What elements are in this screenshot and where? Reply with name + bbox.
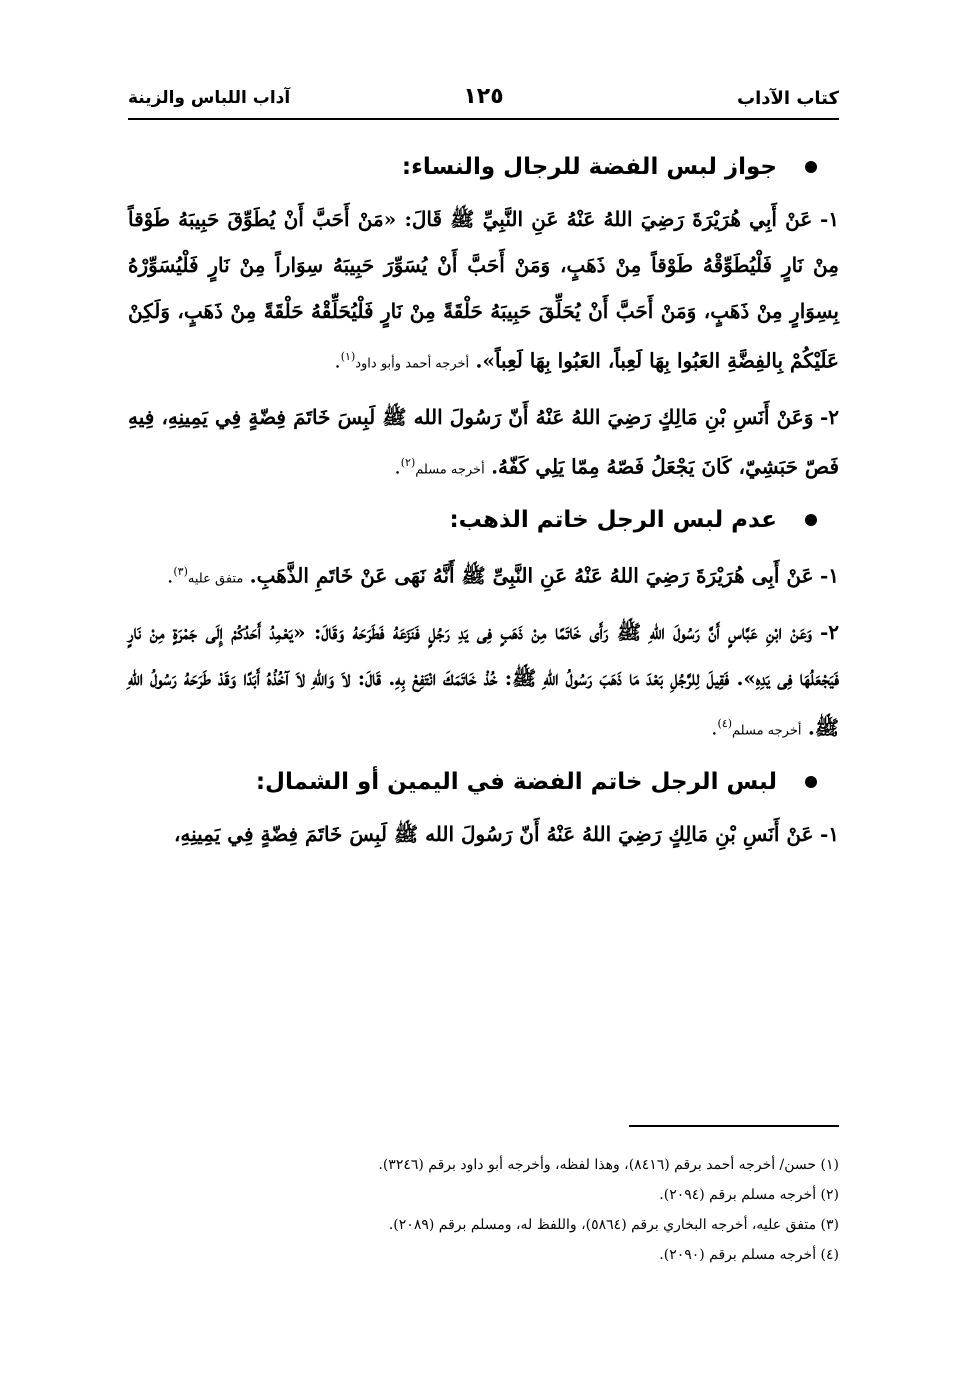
hadith-number: ٢- xyxy=(819,619,840,644)
hadith-number: ١- xyxy=(819,821,839,846)
hadith-number: ١- xyxy=(819,207,839,231)
page-header xyxy=(128,84,839,118)
bullet-icon xyxy=(805,514,817,526)
footnote-ref[interactable]: (٢) xyxy=(400,455,416,469)
footnote-ref[interactable]: (٣) xyxy=(173,565,188,579)
header-rule xyxy=(128,118,839,120)
hadith-source: متفق عليه xyxy=(187,571,244,587)
hadith-paragraph: ٢- وَعَنْ أَنَسِ بْنِ مَالِكٍ رَضِيَ اللهُ عَنْهُ أَنّ رَسُولَ الله ﷺ لَبِسَ خَاتَمَ فِضّةٍ فِي يَمِينِهِ، فِيهِ فَصّ حَبَشِيّ، كَانَ يَجْعَلُ فَصّهُ مِمّا يَلِي كَفّهُ. أخرجه مسلم$^{(٢)}$. xyxy=(128,404,840,479)
section-heading xyxy=(128,767,839,797)
hadith-paragraph: ١- عَنْ أَبِي هُرَيْرَةَ رَضِيَ اللهُ عَنْهُ عَنِ النَّبِيِّ ﷺ قَالَ: «مَنْ أَحَبَّ أَنْ يُطَوِّقَ حَبِيبَهُ طَوْقاً مِنْ نَارٍ فَلْيُطَوِّقْهُ طَوْقاً مِنْ ذَهَبٍ، وَمَنْ أَحَبَّ أَنْ يُسَوِّرَ حَبِيبَهُ سِوَاراً مِنْ نَارٍ فَلْيُسَوِّرْهُ بِسِوَارٍ مِنْ ذَهَبٍ، وَمَنْ أَحَبَّ أَنْ يُحَلِّقَ حَبِيبَهُ حَلْقَةً مِنْ نَارٍ فَلْيُحَلِّقْهُ حَلْقَةً مِنْ ذَهَبٍ، وَلَكِنْ عَلَيْكُمْ بِالفِضَّةِ العَبُوا بِهَا لَعِباً، العَبُوا بِهَا لَعِباً». أخرجه أحمد وأبو داود$^{(١)}$. xyxy=(128,207,839,373)
hadith-text: وَعَنْ أَنَسِ بْنِ مَالِكٍ رَضِيَ اللهُ عَنْهُ أَنّ رَسُولَ الله ﷺ لَبِسَ خَاتَمَ فِضّةٍ فِي يَمِينِهِ، فِيهِ فَصّ حَبَشِيّ، كَانَ يَجْعَلُ فَصّهُ مِمّا يَلِي كَفّهُ. xyxy=(128,404,839,479)
footnote: (٤) أخرجه مسلم برقم (٢٠٩٠). xyxy=(659,1247,839,1263)
footnote-ref[interactable]: (١) xyxy=(340,350,356,363)
hadith-number: ١- xyxy=(819,563,839,588)
hadith-source: أخرجه أحمد وأبو داود xyxy=(355,356,470,372)
section-heading-text: جواز لبس الفضة للرجال والنساء: xyxy=(401,154,777,180)
section-heading-text: عدم لبس الرجل خاتم الذهب: xyxy=(449,507,777,534)
footnote-ref[interactable]: (٤) xyxy=(717,716,733,730)
bullet-icon xyxy=(805,161,817,173)
page-number: ١٢٥ xyxy=(463,84,504,109)
hadith-paragraph: ١- عَنْ أَبِى هُرَيْرَةَ رَضِيَ اللهُ عَنْهُ عَنِ النَّبِىِّ ﷺ أَنَّهُ نَهَى عَنْ خَاتَمِ الذَّهَبِ. متفق عليه$^{(٣)}$. xyxy=(167,563,839,588)
footnotes xyxy=(128,1150,839,1270)
section-heading xyxy=(128,505,839,535)
footnote: (٣) متفق عليه، أخرجه البخاري برقم (٥٨٦٤)، واللفظ له، ومسلم برقم (٢٠٨٩). xyxy=(388,1217,839,1233)
footnote: (١) حسن/ أخرجه أحمد برقم (٨٤١٦)، وهذا لفظه، وأخرجه أبو داود برقم (٣٢٤٦). xyxy=(378,1157,839,1173)
hadith-text: عَنْ أَبِى هُرَيْرَةَ رَضِيَ اللهُ عَنْهُ عَنِ النَّبِىِّ ﷺ أَنَّهُ نَهَى عَنْ خَاتَمِ الذَّهَبِ. xyxy=(249,563,814,588)
hadith-paragraph: ٢- وَعَنْ ابْنِ عَبَّاسٍ أَنَّ رَسُولَ اللهِ ﷺ رَأَى خَاتَمًا مِنْ ذَهَبٍ فِى يَدِ رَجُلٍ فَنَزَعَهُ فَطَرَحَهُ وَقَالَ: «يَعْمِدُ أَحَدُكُمْ إِلَى جَمْرَةٍ مِنْ نَارٍ فَيَجْعَلُهَا فِى يَدِهِ». فَقِيلَ لِلرَّجُلِ بَعْدَ مَا ذَهَبَ رَسُولُ اللهِ ﷺ: خُذْ خَاتَمَكَ انْتَفِعْ بِهِ. قَالَ: لاَ وَاللهِ لاَ آخُذُهُ أَبَدًا وَقَدْ طَرَحَهُ رَسُولُ اللهِ ﷺ. أخرجه مسلم$^{(٤)}$. xyxy=(128,619,840,740)
chapter-title: آداب اللباس والزينة xyxy=(128,88,291,108)
section-heading-text: لبس الرجل خاتم الفضة في اليمين أو الشمال: xyxy=(255,768,777,795)
book-title: كتاب الآداب xyxy=(737,88,839,109)
hadith-text: عَنْ أَنَسِ بْنِ مَالِكٍ رَضِيَ اللهُ عَنْهُ أَنّ رَسُولَ الله ﷺ لَبِسَ خَاتَمَ فِضّةٍ فِي يَمِينِهِ، xyxy=(173,821,814,846)
footnote: (٢) أخرجه مسلم برقم (٢٠٩٤). xyxy=(659,1187,839,1203)
bullet-icon xyxy=(805,776,817,788)
hadith-source: أخرجه مسلم xyxy=(415,462,485,478)
hadith-number: ٢- xyxy=(819,404,840,429)
footnote-rule xyxy=(629,1125,839,1127)
hadith-text: عَنْ أَبِي هُرَيْرَةَ رَضِيَ اللهُ عَنْهُ عَنِ النَّبِيِّ ﷺ قَالَ: «مَنْ أَحَبَّ أَنْ يُطَوِّقَ حَبِيبَهُ طَوْقاً مِنْ نَارٍ فَلْيُطَوِّقْهُ طَوْقاً مِنْ ذَهَبٍ، وَمَنْ أَحَبَّ أَنْ يُسَوِّرَ حَبِيبَهُ سِوَاراً مِنْ نَارٍ فَلْيُسَوِّرْهُ بِسِوَارٍ مِنْ ذَهَبٍ، وَمَنْ أَحَبَّ أَنْ يُحَلِّقَ حَبِيبَهُ حَلْقَةً مِنْ نَارٍ فَلْيُحَلِّقْهُ حَلْقَةً مِنْ ذَهَبٍ، وَلَكِنْ عَلَيْكُمْ بِالفِضَّةِ العَبُوا بِهَا لَعِباً، العَبُوا بِهَا لَعِباً». xyxy=(128,207,839,373)
hadith-paragraph xyxy=(128,811,839,857)
hadith-source: أخرجه مسلم xyxy=(732,723,802,739)
hadith-text: وَعَنْ ابْنِ عَبَّاسٍ أَنَّ رَسُولَ اللهِ ﷺ رَأَى خَاتَمًا مِنْ ذَهَبٍ فِى يَدِ رَجُلٍ فَنَزَعَهُ فَطَرَحَهُ وَقَالَ: «يَعْمِدُ أَحَدُكُمْ إِلَى جَمْرَةٍ مِنْ نَارٍ فَيَجْعَلُهَا فِى يَدِهِ». فَقِيلَ لِلرَّجُلِ بَعْدَ مَا ذَهَبَ رَسُولُ اللهِ ﷺ: خُذْ خَاتَمَكَ انْتَفِعْ بِهِ. قَالَ: لاَ وَاللهِ لاَ آخُذُهُ أَبَدًا وَقَدْ طَرَحَهُ رَسُولُ اللهِ ﷺ. xyxy=(128,619,839,740)
section-heading xyxy=(128,152,839,182)
page-content xyxy=(128,140,839,863)
